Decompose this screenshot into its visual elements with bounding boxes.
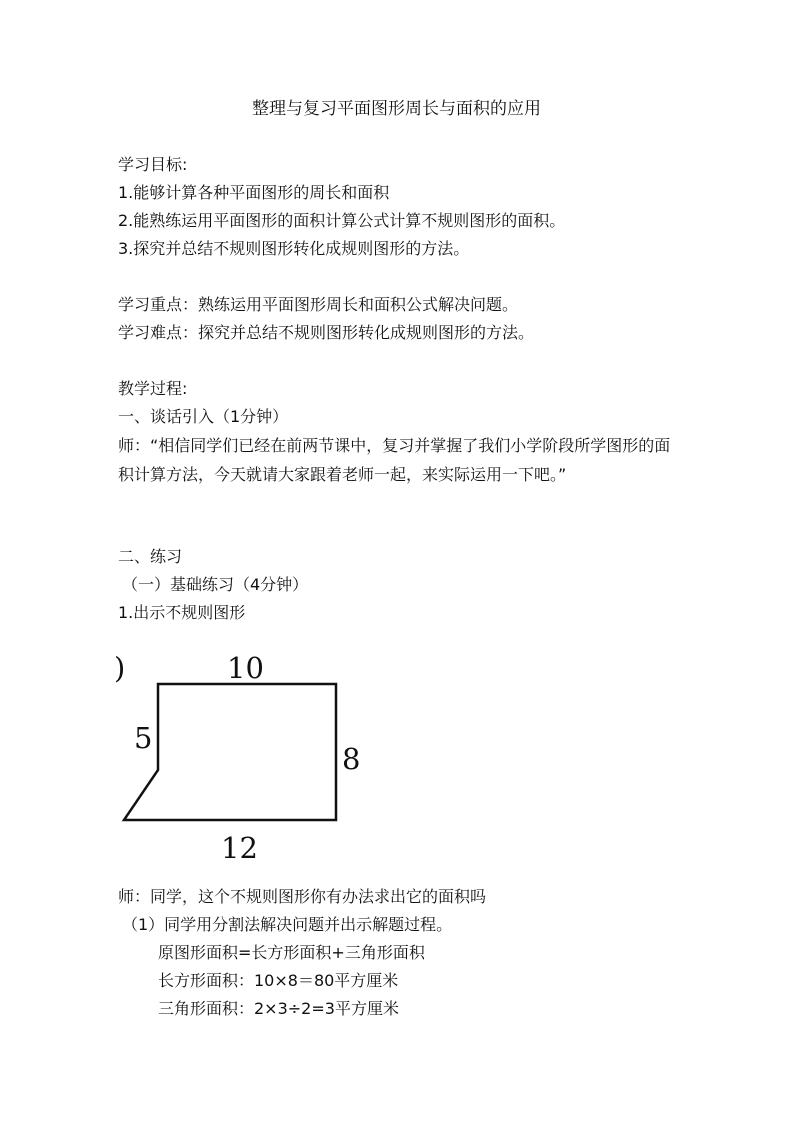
rectangle-area: 长方形面积：10×8＝80平方厘米 [158, 971, 399, 990]
triangle-area: 三角形面积：2×3÷2=3平方厘米 [158, 999, 399, 1018]
process-heading: 教学过程: [118, 379, 188, 398]
part2-heading: 二、练习 [118, 547, 183, 566]
objective-item-3: 3.探究并总结不规则图形转化成规则图形的方法。 [118, 239, 470, 258]
figure-label-bottom: 12 [221, 831, 258, 865]
figure-label-top: 10 [227, 651, 264, 685]
part1-heading: 一、谈话引入（1分钟） [118, 407, 289, 426]
objectives-heading: 学习目标: [118, 155, 188, 174]
method1-heading: （1）同学用分割法解决问题并出示解题过程。 [122, 915, 453, 934]
objective-item-1: 1.能够计算各种平面图形的周长和面积 [118, 183, 390, 202]
figure-edge-mark: ) [114, 651, 126, 685]
sub1-heading: （一）基础练习（4分钟） [122, 575, 309, 594]
difficulty-point: 学习难点：探究并总结不规则图形转化成规则图形的方法。 [118, 323, 535, 342]
area-formula: 原图形面积=长方形面积+三角形面积 [158, 943, 425, 962]
figure-label-right: 8 [342, 742, 361, 776]
item1-text: 1.出示不规则图形 [118, 603, 246, 622]
part1-text: 师：“相信同学们已经在前两节课中，复习并掌握了我们小学阶段所学图形的面积计算方法，今天就请大家跟着老师一起，来实际运用一下吧。” [118, 436, 671, 484]
figure-label-left: 5 [134, 721, 153, 755]
key-point: 学习重点：熟练运用平面图形周长和面积公式解决问题。 [118, 295, 519, 314]
objective-item-2: 2.能熟练运用平面图形的面积计算公式计算不规则图形的面积。 [118, 211, 566, 230]
page-title: 整理与复习平面图形周长与面积的应用 [252, 99, 541, 119]
irregular-shape-outline [124, 684, 336, 820]
irregular-shape-figure [110, 648, 380, 868]
teacher-question: 师：同学，这个不规则图形你有办法求出它的面积吗 [118, 887, 487, 906]
